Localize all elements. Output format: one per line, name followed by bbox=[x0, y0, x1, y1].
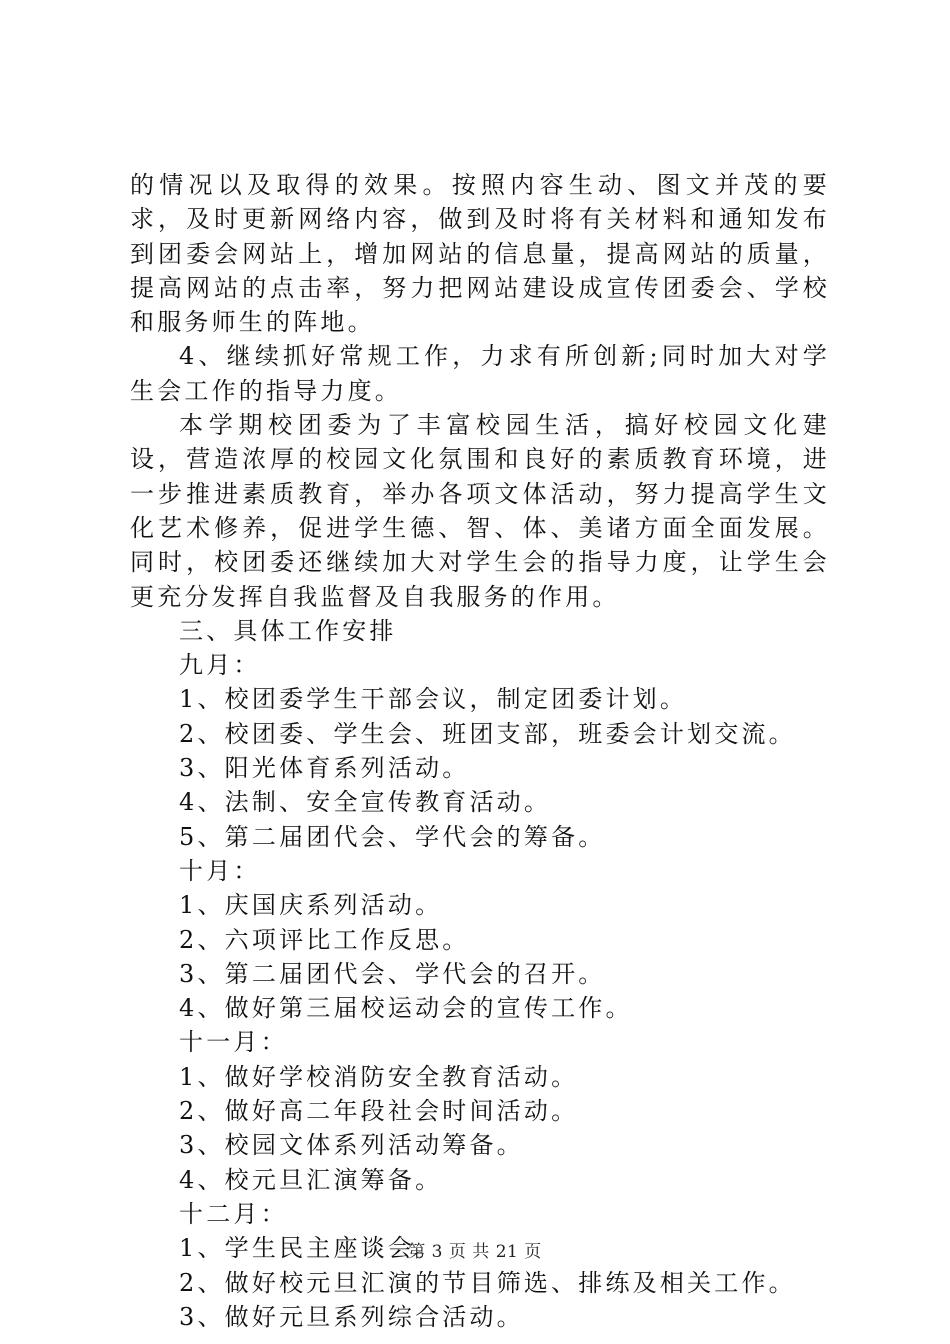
list-item: 1、学生民主座谈会。 bbox=[179, 1234, 443, 1263]
list-item: 1、校团委学生干部会议，制定团委计划。 bbox=[179, 685, 688, 714]
body-paragraph: 4、继续抓好常规工作，力求有所创新;同时加大对学生会工作的指导力度。 bbox=[130, 342, 830, 405]
list-item: 2、做好高二年段社会时间活动。 bbox=[179, 1097, 579, 1126]
list-item: 4、做好第三届校运动会的宣传工作。 bbox=[179, 994, 633, 1023]
page-footer: 第 3 页 共 21 页 bbox=[408, 1242, 542, 1262]
document-body bbox=[130, 168, 830, 1334]
list-item: 3、阳光体育系列活动。 bbox=[179, 754, 470, 783]
list-item: 1、庆国庆系列活动。 bbox=[179, 891, 443, 920]
list-item: 3、第二届团代会、学代会的召开。 bbox=[179, 959, 606, 988]
section-heading: 三、具体工作安排 bbox=[179, 616, 397, 645]
month-heading: 十月： bbox=[179, 856, 261, 885]
list-item: 4、校元旦汇演筹备。 bbox=[179, 1165, 443, 1194]
list-item: 4、法制、安全宣传教育活动。 bbox=[179, 788, 552, 817]
list-item: 3、做好元旦系列综合活动。 bbox=[179, 1302, 524, 1331]
body-paragraph: 本学期校团委为了丰富校园生活，搞好校园文化建设，营造浓厚的校园文化氛围和良好的素质教育环境，进一步推进素质教育，举办各项文体活动，努力提高学生文化艺术修养，促进学生德、智、体、美诸方面全面发展。同时，校团委还继续加大对学生会的指导力度，让学生会更充分发挥自我监督及自我服务的作用。 bbox=[130, 411, 830, 611]
month-heading: 十二月： bbox=[179, 1199, 288, 1228]
list-item: 1、做好学校消防安全教育活动。 bbox=[179, 1062, 579, 1091]
month-heading: 十一月： bbox=[179, 1028, 288, 1057]
body-paragraph: 的情况以及取得的效果。按照内容生动、图文并茂的要求，及时更新网络内容，做到及时将有关材料和通知发布到团委会网站上，增加网站的信息量，提高网站的质量，提高网站的点击率，努力把网站建设成宣传团委会、学校和服务师生的阵地。 bbox=[130, 171, 830, 337]
list-item: 2、校团委、学生会、班团支部，班委会计划交流。 bbox=[179, 719, 796, 748]
list-item: 3、校园文体系列活动筹备。 bbox=[179, 1131, 524, 1160]
month-heading: 九月： bbox=[179, 651, 261, 680]
list-item: 2、做好校元旦汇演的节目筛选、排练及相关工作。 bbox=[179, 1268, 796, 1297]
list-item: 2、六项评比工作反思。 bbox=[179, 925, 470, 954]
list-item: 5、第二届团代会、学代会的筹备。 bbox=[179, 822, 606, 851]
